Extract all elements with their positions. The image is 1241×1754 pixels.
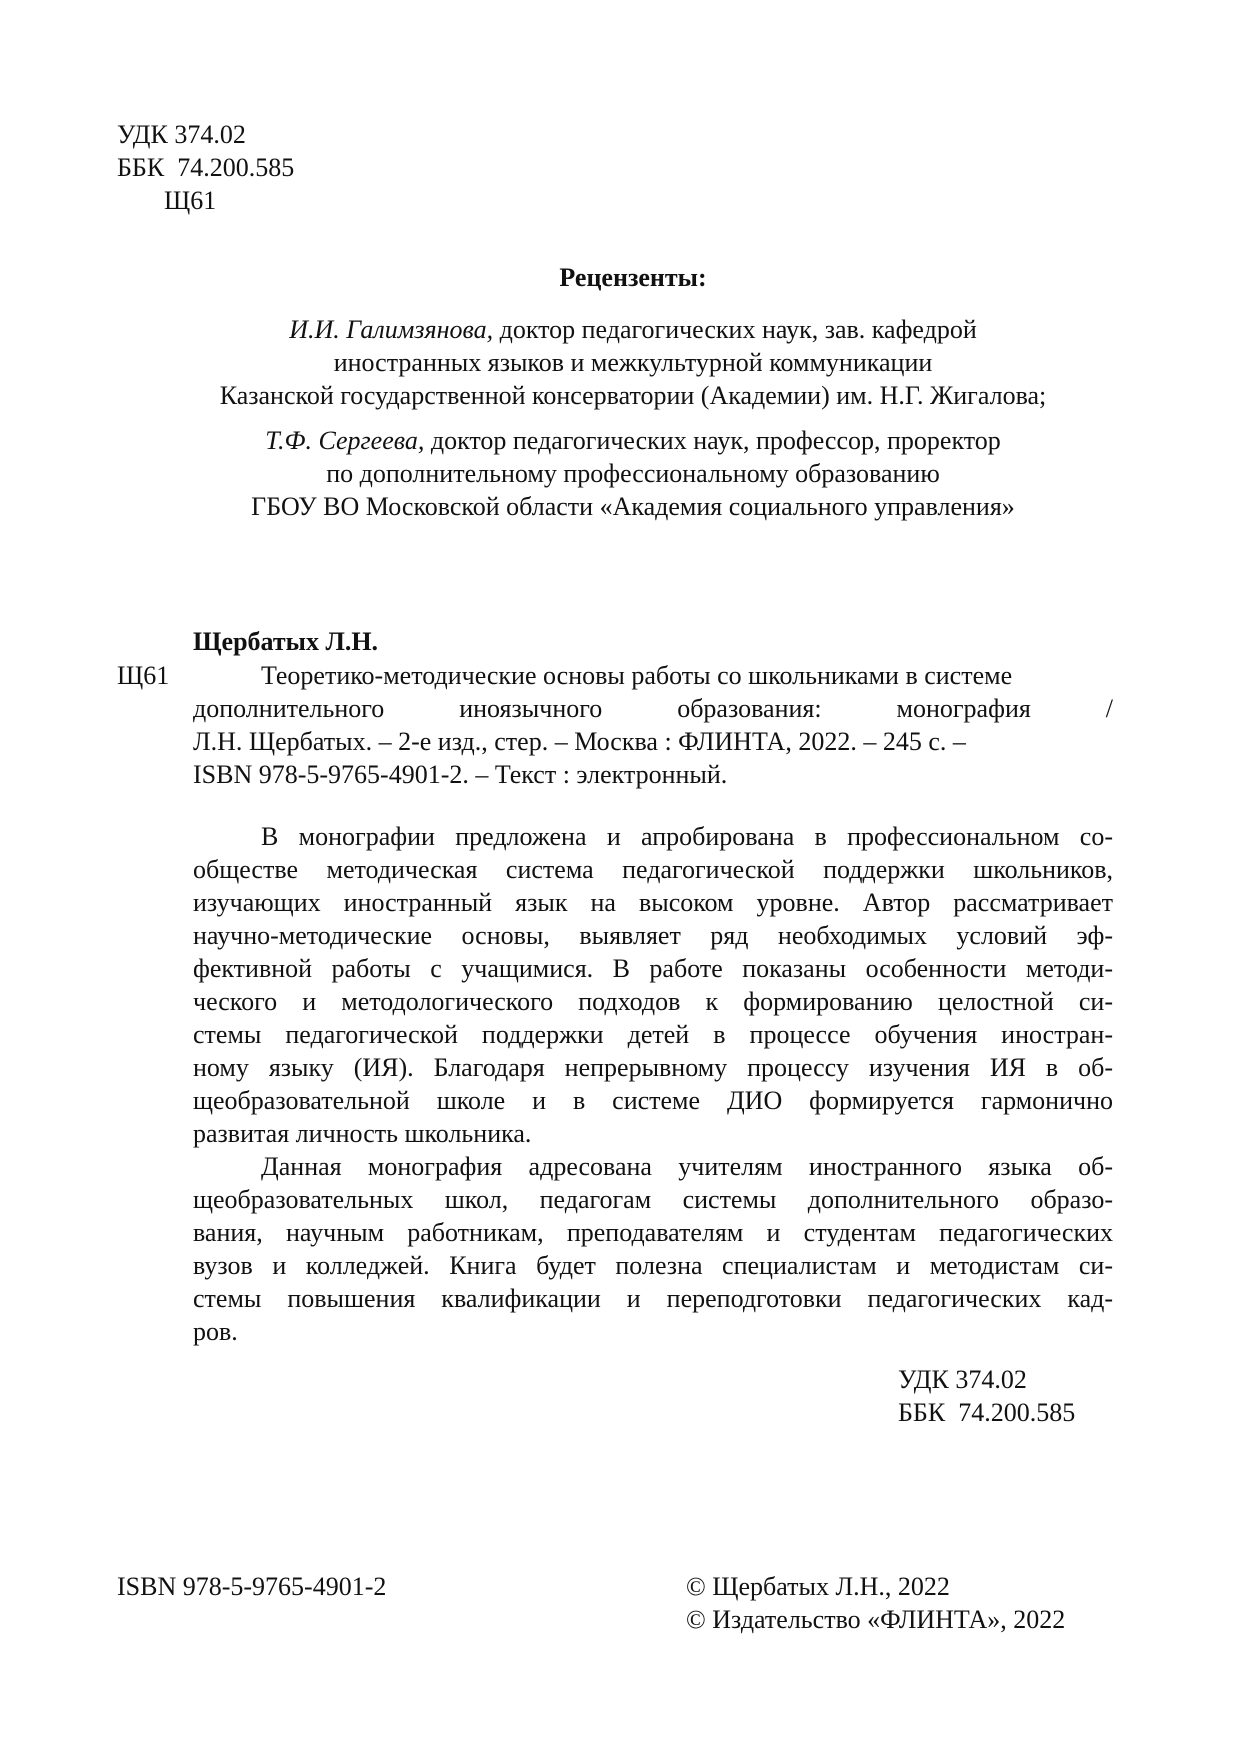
annotation-paragraph-2: [193, 1150, 1113, 1348]
annotation-paragraph-1: [193, 820, 1113, 1150]
bibliographic-description: [193, 659, 1113, 791]
bbk-code-bottom: ББК 74.200.585: [898, 1398, 1076, 1427]
copyright-author: © Щербатых Л.Н., 2022: [686, 1572, 950, 1601]
bbk-code: ББК 74.200.585: [117, 153, 295, 182]
isbn: ISBN 978-5-9765-4901-2: [117, 1572, 387, 1601]
annotation-line: развитая личность школьника.: [193, 1119, 532, 1148]
annotation-line: вания, научным работникам, преподавателям и студентам педагогических: [193, 1218, 1113, 1247]
reviewer-1-line-3: Казанской государственной консерватории (Академии) им. Н.Г. Жигалова;: [219, 381, 1047, 410]
annotation-line: Данная монография адресована учителям иностранного языка об-: [261, 1152, 1113, 1181]
copyright-publisher: © Издательство «ФЛИНТА», 2022: [686, 1605, 1066, 1634]
annotation-line: В монографии предложена и апробирована в профессиональном со-: [261, 822, 1113, 851]
reviewer-2-line-3: ГБОУ ВО Московской области «Академия социального управления»: [251, 492, 1015, 521]
biblio-line-3: Л.Н. Щербатых. – 2-е изд., стер. – Москва : ФЛИНТА, 2022. – 245 с. –: [193, 727, 966, 756]
biblio-line-1: Теоретико-методические основы работы со школьниками в системе: [261, 661, 1013, 690]
annotation-line: стемы педагогической поддержки детей в процессе обучения иностран-: [193, 1020, 1113, 1049]
annotation-line: стемы повышения квалификации и переподготовки педагогических кад-: [193, 1284, 1113, 1313]
reviewers-heading: Рецензенты:: [559, 263, 707, 292]
udk-code-bottom: УДК 374.02: [898, 1365, 1027, 1394]
reviewer-2-title: доктор педагогических наук, профессор, проректор: [424, 426, 1001, 455]
annotation-line: обществе методическая система педагогической поддержки школьников,: [193, 855, 1113, 884]
biblio-line-2: дополнительного иноязычного образования: монография /: [193, 694, 1113, 723]
reviewer-1-line-2: иностранных языков и межкультурной коммуникации: [333, 348, 933, 377]
biblio-line-4: ISBN 978-5-9765-4901-2. – Текст : электронный.: [193, 760, 728, 789]
annotation-line: щеобразовательной школе и в системе ДИО формируется гармонично: [193, 1086, 1113, 1115]
udk-code: УДК 374.02: [117, 120, 246, 149]
annotation-line: изучающих иностранный язык на высоком уровне. Автор рассматривает: [193, 888, 1113, 917]
annotation-line: фективной работы с учащимися. В работе показаны особенности методи-: [193, 954, 1113, 983]
annotation-line: ческого и методологического подходов к формированию целостной си-: [193, 987, 1113, 1016]
reviewer-1-line-1: [25, 313, 1241, 346]
classification-codes-bottom: [898, 1363, 1075, 1429]
author-mark: Щ61: [164, 186, 217, 215]
reviewer-2-line-2: по дополнительному профессиональному образованию: [326, 459, 940, 488]
copyright-block: [686, 1570, 1065, 1636]
classification-codes-top: [117, 118, 294, 217]
reviewer-1: [0, 313, 1241, 412]
catalog-code: Щ61: [117, 661, 170, 690]
reviewer-2: [0, 424, 1241, 523]
reviewer-2-name: Т.Ф. Сергеева,: [265, 426, 425, 455]
annotation-line: щеобразовательных школ, педагогам системы дополнительного образо-: [193, 1185, 1113, 1214]
catalog-author: Щербатых Л.Н.: [193, 627, 379, 656]
annotation-line: вузов и колледжей. Книга будет полезна специалистам и методистам си-: [193, 1251, 1113, 1280]
annotation-line: научно-методические основы, выявляет ряд необходимых условий эф-: [193, 921, 1113, 950]
annotation-line: ному языку (ИЯ). Благодаря непрерывному процессу изучения ИЯ в об-: [193, 1053, 1113, 1082]
annotation-line: ров.: [193, 1317, 238, 1346]
reviewer-1-name: И.И. Галимзянова,: [289, 315, 494, 344]
annotation: [193, 820, 1113, 1348]
reviewer-1-title: доктор педагогических наук, зав. кафедрой: [493, 315, 977, 344]
reviewer-2-line-1: [25, 424, 1241, 457]
